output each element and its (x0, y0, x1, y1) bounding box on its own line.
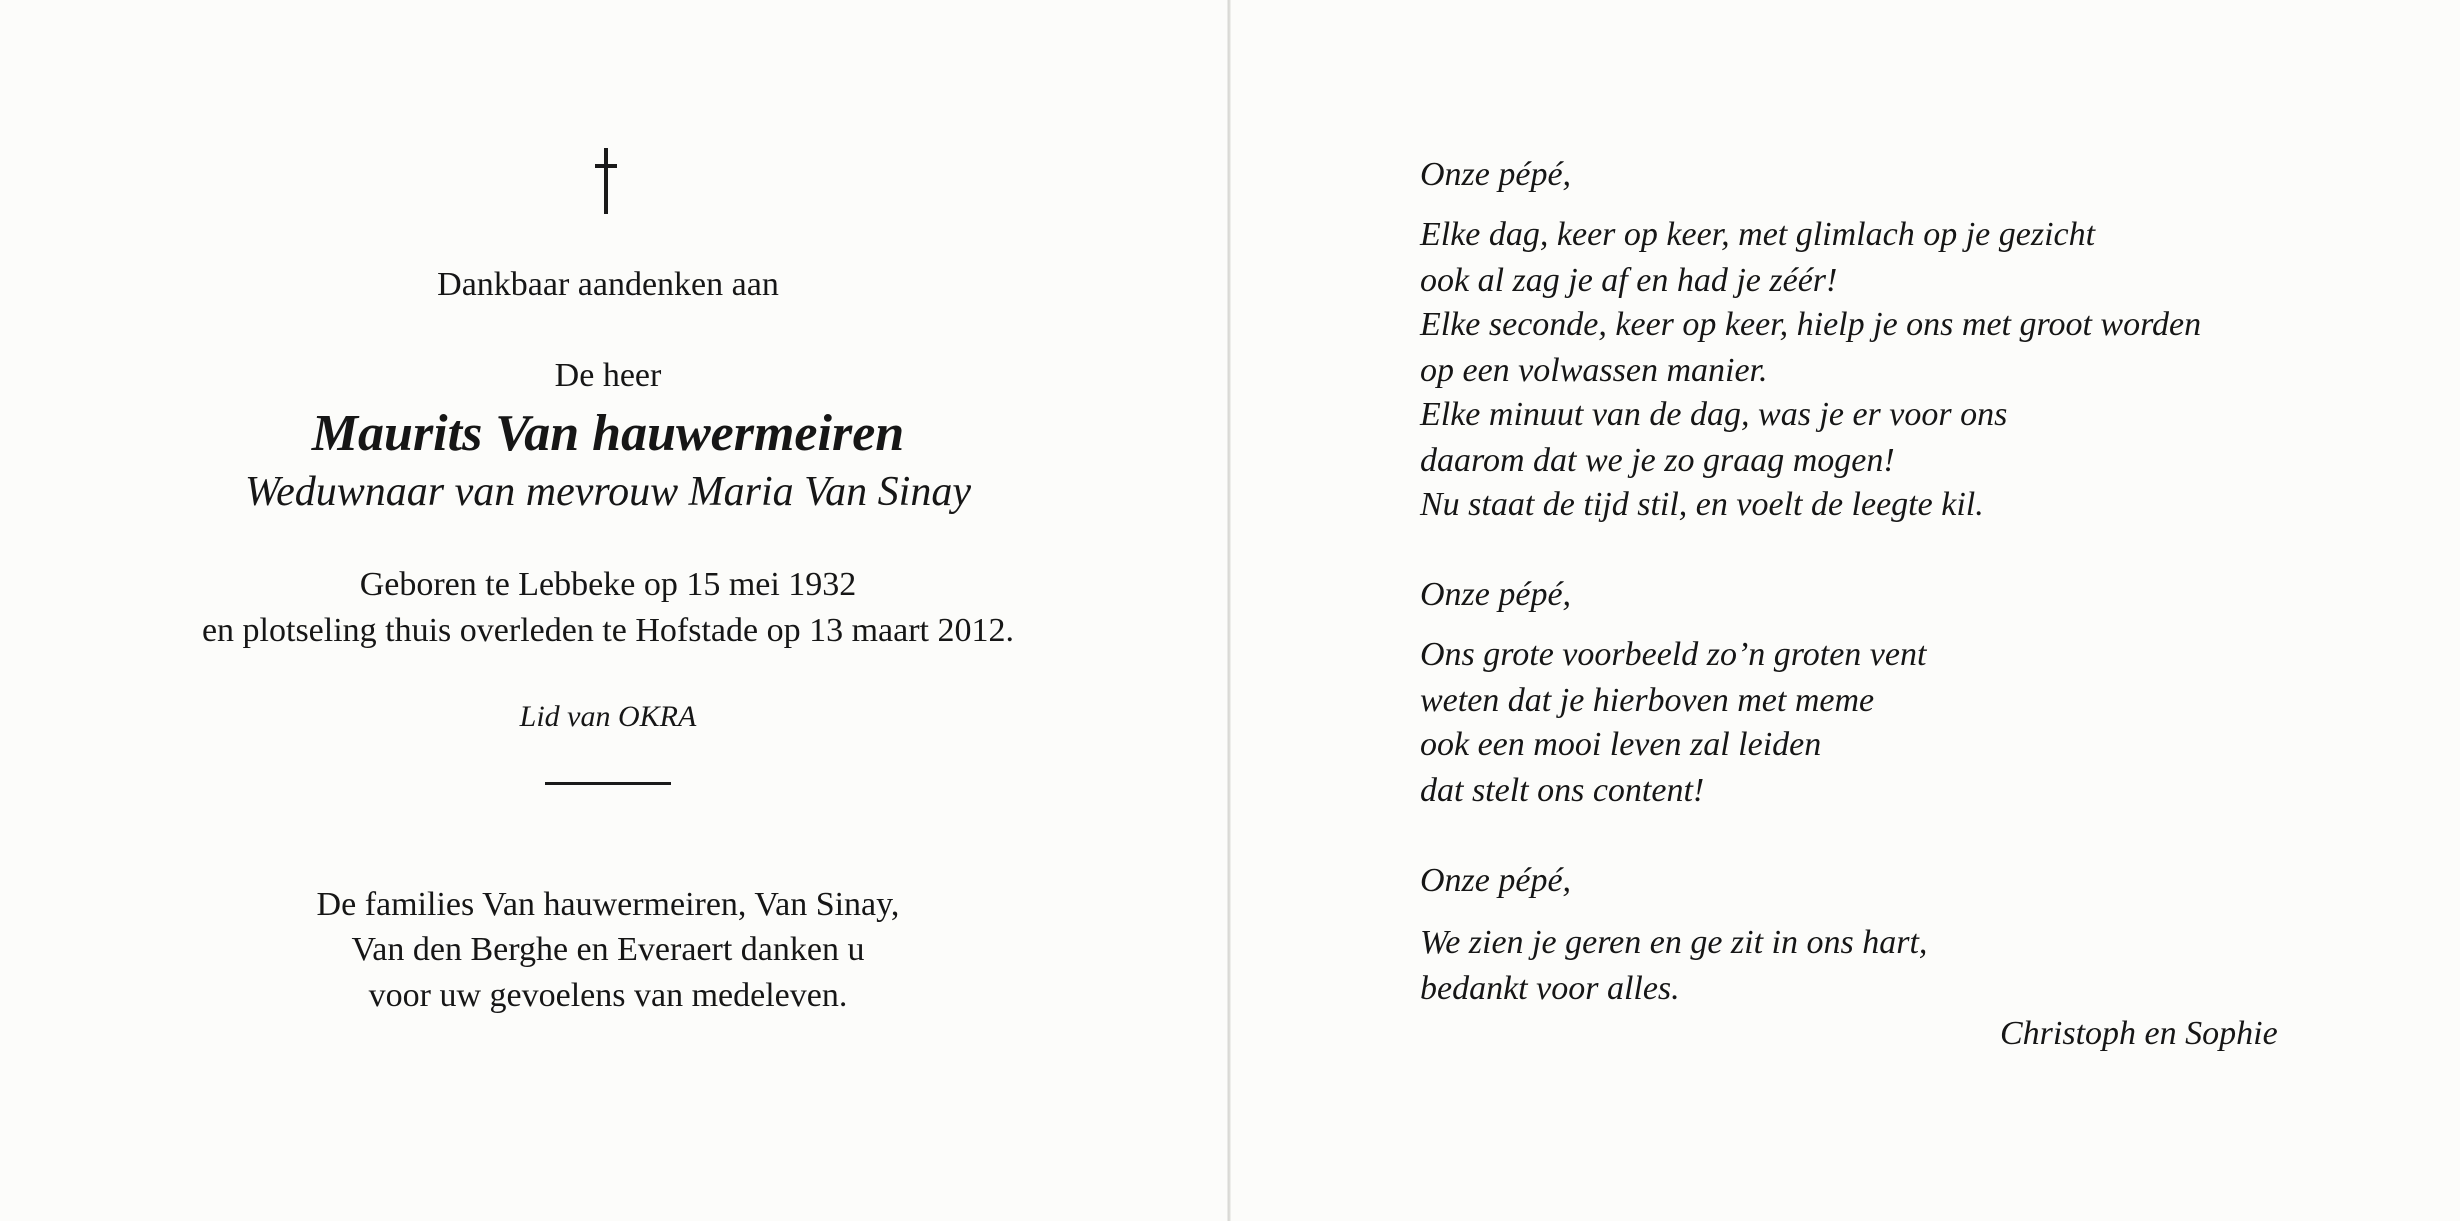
poem-line: dat stelt ons content! (1420, 772, 1705, 809)
poem-line: Elke dag, keer op keer, met glimlach op je gezicht (1420, 216, 2096, 253)
membership-line: Lid van OKRA (519, 700, 697, 733)
thanks-line: Van den Berghe en Everaert danken u (351, 931, 865, 968)
poem-line: ook al zag je af en had je zéér! (1420, 262, 1838, 299)
poem-line: Nu staat de tijd stil, en voelt de leegte kil. (1420, 486, 1984, 523)
poem-line: Elke seconde, keer op keer, hielp je ons met groot worden (1420, 306, 2202, 343)
thanks-line: voor uw gevoelens van medeleven. (368, 977, 848, 1014)
cross-icon (595, 148, 617, 214)
right-panel (1232, 0, 2460, 1221)
poem-line: We zien je geren en ge zit in ons hart, (1420, 924, 1928, 961)
signature: Christoph en Sophie (2000, 1015, 2278, 1052)
poem-line: Elke minuut van de dag, was je er voor ons (1420, 396, 2008, 433)
death-line: en plotseling thuis overleden te Hofstade op 13 maart 2012. (201, 612, 1015, 649)
salutation: De heer (554, 357, 662, 394)
left-panel (0, 0, 1228, 1221)
divider (545, 782, 671, 785)
stanza-heading: Onze pépé, (1420, 156, 1572, 193)
intro-text: Dankbaar aandenken aan (437, 266, 779, 303)
poem-line: daarom dat we je zo graag mogen! (1420, 442, 1895, 479)
poem-line: ook een mooi leven zal leiden (1420, 726, 1822, 763)
poem-line: weten dat je hierboven met meme (1420, 682, 1875, 719)
thanks-line: De families Van hauwermeiren, Van Sinay, (316, 886, 900, 923)
poem-line: Ons grote voorbeeld zo’n groten vent (1420, 636, 1927, 673)
widower-line: Weduwnaar van mevrouw Maria Van Sinay (245, 469, 971, 515)
birth-line: Geboren te Lebbeke op 15 mei 1932 (359, 566, 857, 603)
deceased-name: Maurits Van hauwermeiren (311, 405, 905, 462)
stanza-heading: Onze pépé, (1420, 576, 1572, 613)
poem-line: op een volwassen manier. (1420, 352, 1768, 389)
stanza-heading: Onze pépé, (1420, 862, 1572, 899)
card-fold (1227, 0, 1231, 1221)
poem-line: bedankt voor alles. (1420, 970, 1680, 1007)
